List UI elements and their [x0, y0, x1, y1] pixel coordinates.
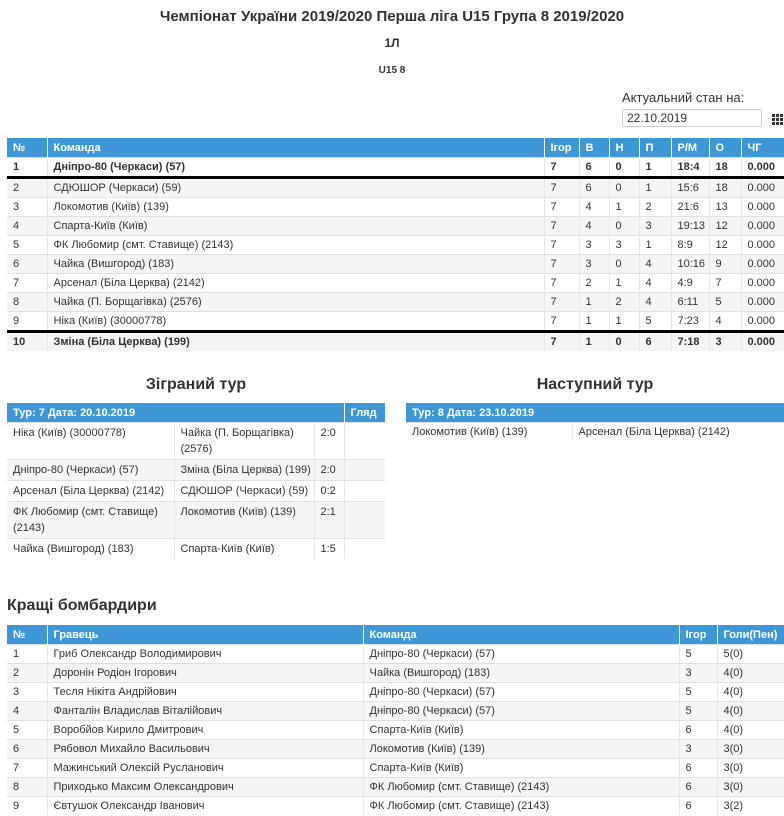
team-cell[interactable]: Арсенал (Біла Церква) (2142): [47, 274, 544, 293]
goals-cell: 3(0): [717, 740, 784, 759]
watch-cell: [344, 460, 385, 481]
scorer-row: [7, 721, 784, 740]
scorer-row: [7, 759, 784, 778]
date-label: Актуальний стан на:: [622, 90, 745, 105]
scorers-col-player[interactable]: Гравець: [47, 625, 363, 645]
player-cell[interactable]: Євтушок Олександр Іванович: [47, 797, 363, 816]
page-title: Чемпіонат України 2019/2020 Перша ліга U15 Група 8 2019/2020: [159, 8, 625, 25]
chg-cell: 0.000: [741, 332, 784, 352]
goals-cell: 4(0): [717, 702, 784, 721]
num-cell: 1: [7, 645, 47, 664]
games-cell: 7: [544, 236, 579, 255]
player-cell[interactable]: Тесля Нікіта Андрійович: [47, 683, 363, 702]
col-header-pos[interactable]: №: [7, 138, 47, 158]
score-cell[interactable]: 1:5: [314, 539, 344, 560]
team-cell[interactable]: Дніпро-80 (Черкаси) (57): [363, 683, 679, 702]
points-cell: 9: [709, 255, 741, 274]
home-team-cell[interactable]: Чайка (Вишгород) (183): [7, 539, 174, 560]
standings-row: [7, 178, 784, 198]
calendar-icon[interactable]: [772, 114, 784, 126]
games-cell: 7: [544, 217, 579, 236]
games-cell: 6: [679, 797, 717, 816]
points-cell: 13: [709, 198, 741, 217]
draws-cell: 1: [609, 312, 639, 332]
played-match-row: [7, 423, 385, 460]
games-cell: 5: [679, 683, 717, 702]
points-cell: 18: [709, 158, 741, 178]
games-cell: 3: [679, 740, 717, 759]
scorers-col-goals[interactable]: Голи(Пен): [717, 625, 784, 645]
games-cell: 6: [679, 759, 717, 778]
standings-row: [7, 236, 784, 255]
pos-cell: 10: [7, 332, 47, 352]
standings-row: [7, 312, 784, 332]
chg-cell: 0.000: [741, 198, 784, 217]
draws-cell: 1: [609, 198, 639, 217]
played-round-title: Зіграний тур: [145, 376, 247, 393]
num-cell: 4: [7, 702, 47, 721]
standings-table: [7, 138, 784, 351]
home-team-cell[interactable]: Арсенал (Біла Церква) (2142): [7, 481, 174, 502]
losses-cell: 1: [639, 236, 671, 255]
away-team-cell[interactable]: Арсенал (Біла Церква) (2142): [572, 423, 784, 442]
league-label: 1Л: [384, 36, 400, 50]
draws-cell: 3: [609, 236, 639, 255]
wins-cell: 1: [579, 332, 609, 352]
col-header-draws[interactable]: Н: [609, 138, 639, 158]
chg-cell: 0.000: [741, 274, 784, 293]
games-cell: 7: [544, 158, 579, 178]
standings-row: [7, 198, 784, 217]
num-cell: 5: [7, 721, 47, 740]
draws-cell: 0: [609, 158, 639, 178]
team-cell[interactable]: Спарта-Київ (Київ): [363, 759, 679, 778]
player-cell[interactable]: Доронін Родіон Ігорович: [47, 664, 363, 683]
points-cell: 18: [709, 178, 741, 198]
watch-cell: [344, 502, 385, 539]
scorers-col-num[interactable]: №: [7, 625, 47, 645]
games-cell: 7: [544, 274, 579, 293]
goals-cell: 15:6: [671, 178, 709, 198]
score-cell[interactable]: 2:0: [314, 460, 344, 481]
num-cell: 3: [7, 683, 47, 702]
goals-cell: 19:13: [671, 217, 709, 236]
goals-cell: 7:18: [671, 332, 709, 352]
wins-cell: 1: [579, 312, 609, 332]
chg-cell: 0.000: [741, 312, 784, 332]
team-cell[interactable]: ФК Любомир (смт. Ставище) (2143): [363, 797, 679, 816]
played-match-row: [7, 481, 385, 502]
goals-cell: 10:16: [671, 255, 709, 274]
team-cell[interactable]: Дніпро-80 (Черкаси) (57): [363, 645, 679, 664]
top-scorers-title: Кращі бомбардири: [7, 597, 157, 614]
team-cell[interactable]: Чайка (П. Борщагівка) (2576): [47, 293, 544, 312]
played-match-row: [7, 502, 385, 539]
games-cell: 7: [544, 293, 579, 312]
next-match-row: [406, 423, 784, 442]
scorer-row: [7, 740, 784, 759]
scorer-row: [7, 702, 784, 721]
points-cell: 12: [709, 217, 741, 236]
goals-cell: 4(0): [717, 664, 784, 683]
away-team-cell[interactable]: СДЮШОР (Черкаси) (59): [174, 481, 314, 502]
scorers-col-games[interactable]: Ігор: [679, 625, 717, 645]
scorer-row: [7, 683, 784, 702]
losses-cell: 5: [639, 312, 671, 332]
col-header-chg[interactable]: ЧГ: [741, 138, 784, 158]
pos-cell: 1: [7, 158, 47, 178]
team-cell[interactable]: Локомотив (Київ) (139): [363, 740, 679, 759]
num-cell: 6: [7, 740, 47, 759]
losses-cell: 4: [639, 293, 671, 312]
points-cell: 7: [709, 274, 741, 293]
team-cell[interactable]: СДЮШОР (Черкаси) (59): [47, 178, 544, 198]
pos-cell: 2: [7, 178, 47, 198]
draws-cell: 0: [609, 217, 639, 236]
goals-cell: 3(2): [717, 797, 784, 816]
pos-cell: 6: [7, 255, 47, 274]
points-cell: 3: [709, 332, 741, 352]
played-round-header: Тур: 7 Дата: 20.10.2019: [7, 403, 344, 423]
team-cell[interactable]: Спарта-Київ (Київ): [363, 721, 679, 740]
played-round-watch-header: Гляд: [344, 403, 385, 423]
away-team-cell[interactable]: Спарта-Київ (Київ): [174, 539, 314, 560]
losses-cell: 1: [639, 158, 671, 178]
games-cell: 3: [679, 664, 717, 683]
wins-cell: 3: [579, 255, 609, 274]
player-cell[interactable]: Приходько Максим Олександрович: [47, 778, 363, 797]
wins-cell: 6: [579, 158, 609, 178]
draws-cell: 2: [609, 293, 639, 312]
losses-cell: 1: [639, 178, 671, 198]
goals-cell: 7:23: [671, 312, 709, 332]
points-cell: 12: [709, 236, 741, 255]
losses-cell: 3: [639, 217, 671, 236]
team-cell[interactable]: Зміна (Біла Церква) (199): [47, 332, 544, 352]
goals-cell: 5(0): [717, 645, 784, 664]
away-team-cell[interactable]: Локомотив (Київ) (139): [174, 502, 314, 539]
standings-row: [7, 293, 784, 312]
away-team-cell[interactable]: Чайка (П. Борщагівка) (2576): [174, 423, 314, 460]
games-cell: 5: [679, 702, 717, 721]
num-cell: 9: [7, 797, 47, 816]
scorer-row: [7, 645, 784, 664]
pos-cell: 9: [7, 312, 47, 332]
player-cell[interactable]: Мажинський Олексій Русланович: [47, 759, 363, 778]
chg-cell: 0.000: [741, 255, 784, 274]
played-round-table: [7, 403, 385, 559]
games-cell: 7: [544, 198, 579, 217]
next-round-table: [406, 403, 784, 441]
chg-cell: 0.000: [741, 178, 784, 198]
chg-cell: 0.000: [741, 217, 784, 236]
col-header-wins[interactable]: В: [579, 138, 609, 158]
goals-cell: 3(0): [717, 778, 784, 797]
standings-row: [7, 274, 784, 293]
wins-cell: 4: [579, 217, 609, 236]
wins-cell: 3: [579, 236, 609, 255]
scorer-row: [7, 664, 784, 683]
pos-cell: 3: [7, 198, 47, 217]
goals-cell: 4(0): [717, 683, 784, 702]
games-cell: 7: [544, 332, 579, 352]
pos-cell: 4: [7, 217, 47, 236]
standings-row: [7, 332, 784, 352]
pos-cell: 8: [7, 293, 47, 312]
chg-cell: 0.000: [741, 158, 784, 178]
points-cell: 5: [709, 293, 741, 312]
player-cell[interactable]: Рябовол Михайло Васильович: [47, 740, 363, 759]
home-team-cell[interactable]: ФК Любомир (смт. Ставище) (2143): [7, 502, 174, 539]
games-cell: 7: [544, 312, 579, 332]
watch-cell: [344, 481, 385, 502]
watch-cell: [344, 423, 385, 460]
goals-cell: 18:4: [671, 158, 709, 178]
team-cell[interactable]: ФК Любомир (смт. Ставище) (2143): [363, 778, 679, 797]
home-team-cell[interactable]: Ніка (Київ) (30000778): [7, 423, 174, 460]
player-cell[interactable]: Гриб Олександр Володимирович: [47, 645, 363, 664]
draws-cell: 0: [609, 332, 639, 352]
player-cell[interactable]: Фанталін Владислав Віталійович: [47, 702, 363, 721]
goals-cell: 8:9: [671, 236, 709, 255]
col-header-team[interactable]: Команда: [47, 138, 544, 158]
chg-cell: 0.000: [741, 236, 784, 255]
pos-cell: 5: [7, 236, 47, 255]
played-match-row: [7, 460, 385, 481]
next-round-title: Наступний тур: [536, 376, 654, 393]
standings-header-row: [7, 138, 784, 158]
team-cell[interactable]: Дніпро-80 (Черкаси) (57): [363, 702, 679, 721]
num-cell: 7: [7, 759, 47, 778]
goals-cell: 4(0): [717, 721, 784, 740]
watch-cell: [344, 539, 385, 560]
games-cell: 7: [544, 255, 579, 274]
standings-row: [7, 217, 784, 236]
team-cell[interactable]: Чайка (Вишгород) (183): [47, 255, 544, 274]
wins-cell: 4: [579, 198, 609, 217]
wins-cell: 1: [579, 293, 609, 312]
wins-cell: 2: [579, 274, 609, 293]
goals-cell: 6:11: [671, 293, 709, 312]
col-header-losses[interactable]: П: [639, 138, 671, 158]
games-cell: 5: [679, 645, 717, 664]
team-cell[interactable]: ФК Любомир (смт. Ставище) (2143): [47, 236, 544, 255]
games-cell: 6: [679, 778, 717, 797]
score-cell[interactable]: 2:1: [314, 502, 344, 539]
home-team-cell[interactable]: Локомотив (Київ) (139): [406, 423, 572, 442]
goals-cell: 21:6: [671, 198, 709, 217]
team-cell[interactable]: Спарта-Київ (Київ): [47, 217, 544, 236]
losses-cell: 2: [639, 198, 671, 217]
score-cell[interactable]: 0:2: [314, 481, 344, 502]
team-cell[interactable]: Чайка (Вишгород) (183): [363, 664, 679, 683]
losses-cell: 6: [639, 332, 671, 352]
num-cell: 2: [7, 664, 47, 683]
goals-cell: 3(0): [717, 759, 784, 778]
scorer-row: [7, 797, 784, 816]
pos-cell: 7: [7, 274, 47, 293]
scorers-header-row: [7, 625, 784, 645]
chg-cell: 0.000: [741, 293, 784, 312]
standings-row: [7, 255, 784, 274]
team-cell[interactable]: Локомотив (Київ) (139): [47, 198, 544, 217]
away-team-cell[interactable]: Зміна (Біла Церква) (199): [174, 460, 314, 481]
scorer-row: [7, 778, 784, 797]
date-input[interactable]: [622, 109, 762, 127]
next-round-header: Тур: 8 Дата: 23.10.2019: [406, 403, 784, 423]
games-cell: 6: [679, 721, 717, 740]
team-cell[interactable]: Ніка (Київ) (30000778): [47, 312, 544, 332]
standings-row: [7, 158, 784, 178]
points-cell: 4: [709, 312, 741, 332]
num-cell: 8: [7, 778, 47, 797]
games-cell: 7: [544, 178, 579, 198]
age-group-label: U15 8: [378, 65, 406, 76]
wins-cell: 6: [579, 178, 609, 198]
score-cell[interactable]: 2:0: [314, 423, 344, 460]
player-cell[interactable]: Воробйов Кирило Дмитрович: [47, 721, 363, 740]
played-match-row: [7, 539, 385, 560]
losses-cell: 4: [639, 274, 671, 293]
scorers-col-team[interactable]: Команда: [363, 625, 679, 645]
draws-cell: 0: [609, 255, 639, 274]
col-header-games[interactable]: Ігор: [544, 138, 579, 158]
team-cell[interactable]: Дніпро-80 (Черкаси) (57): [47, 158, 544, 178]
top-scorers-table: [7, 625, 784, 815]
goals-cell: 4:9: [671, 274, 709, 293]
col-header-goals[interactable]: Р/М: [671, 138, 709, 158]
draws-cell: 0: [609, 178, 639, 198]
losses-cell: 4: [639, 255, 671, 274]
col-header-points[interactable]: О: [709, 138, 741, 158]
draws-cell: 1: [609, 274, 639, 293]
home-team-cell[interactable]: Дніпро-80 (Черкаси) (57): [7, 460, 174, 481]
